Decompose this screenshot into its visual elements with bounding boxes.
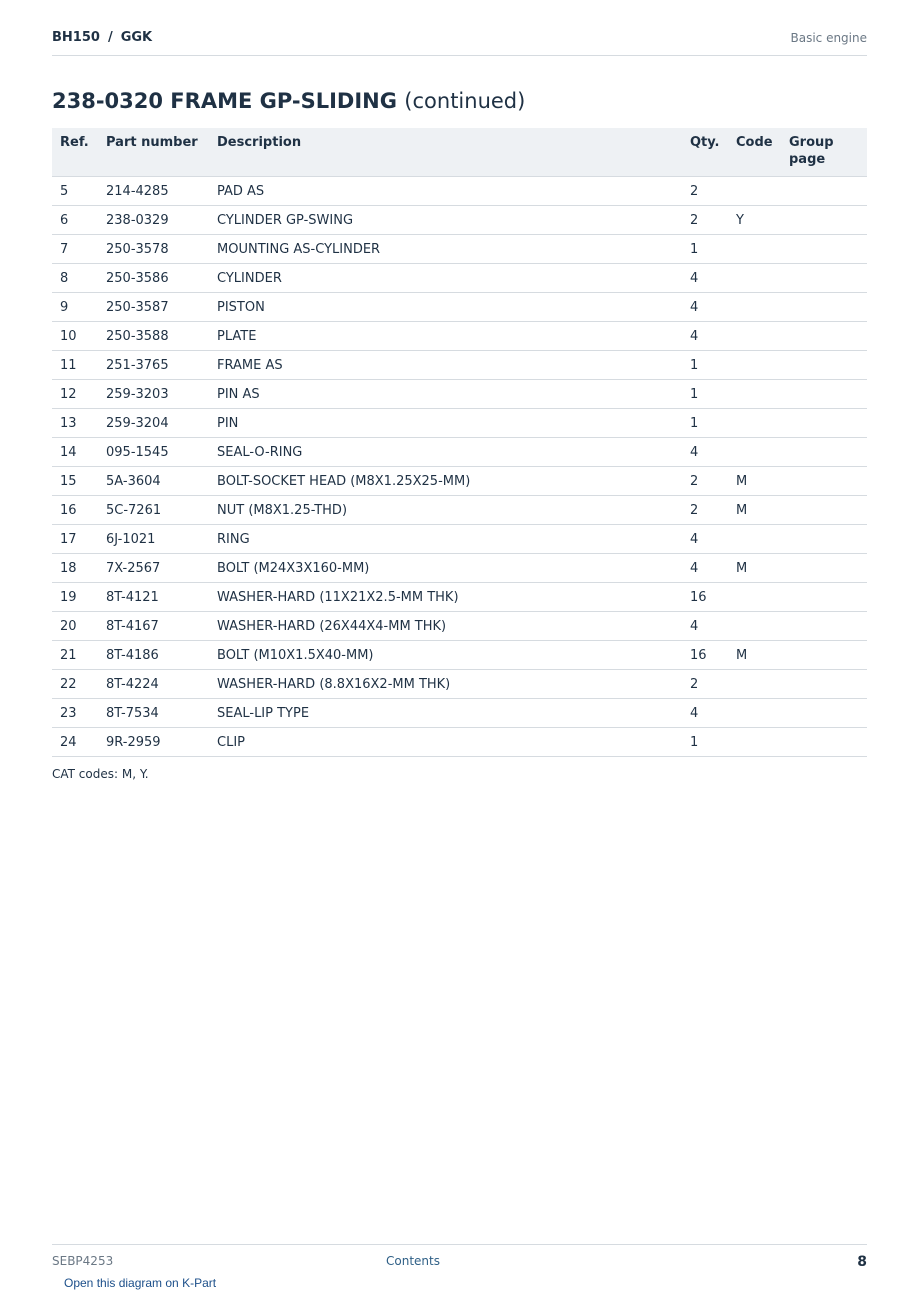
cell-part-number: 250-3588	[98, 322, 209, 351]
table-row	[52, 235, 867, 264]
cell-description: BOLT-SOCKET HEAD (M8X1.25X25-MM)	[209, 467, 682, 496]
cell-code: M	[728, 554, 781, 583]
cell-qty: 1	[682, 728, 728, 757]
cell-description: FRAME AS	[209, 351, 682, 380]
cell-description: BOLT (M10X1.5X40-MM)	[209, 641, 682, 670]
cell-code	[728, 409, 781, 438]
cell-group-page	[781, 496, 867, 525]
cell-description: PISTON	[209, 293, 682, 322]
page-number: 8	[857, 1254, 867, 1270]
cell-ref: 7	[52, 235, 98, 264]
table-row	[52, 612, 867, 641]
cell-code	[728, 525, 781, 554]
cell-group-page	[781, 670, 867, 699]
cell-part-number: 9R-2959	[98, 728, 209, 757]
table-row	[52, 525, 867, 554]
contents-link[interactable]: Contents	[386, 1254, 440, 1268]
cell-group-page	[781, 525, 867, 554]
cell-qty: 2	[682, 467, 728, 496]
cell-ref: 6	[52, 206, 98, 235]
parts-table-body	[52, 177, 867, 757]
cell-description: CYLINDER	[209, 264, 682, 293]
table-row	[52, 409, 867, 438]
cell-part-number: 095-1545	[98, 438, 209, 467]
cell-group-page	[781, 641, 867, 670]
cell-part-number: 7X-2567	[98, 554, 209, 583]
cell-code	[728, 380, 781, 409]
cell-qty: 1	[682, 351, 728, 380]
cell-part-number: 5A-3604	[98, 467, 209, 496]
table-row	[52, 438, 867, 467]
header-row	[52, 128, 867, 177]
cell-qty: 4	[682, 612, 728, 641]
cell-description: PAD AS	[209, 177, 682, 206]
cell-qty: 2	[682, 177, 728, 206]
cell-qty: 4	[682, 438, 728, 467]
cell-group-page	[781, 554, 867, 583]
cell-part-number: 214-4285	[98, 177, 209, 206]
cell-group-page	[781, 235, 867, 264]
cell-group-page	[781, 264, 867, 293]
cell-ref: 13	[52, 409, 98, 438]
cell-qty: 2	[682, 496, 728, 525]
cell-part-number: 8T-4167	[98, 612, 209, 641]
cell-code	[728, 583, 781, 612]
table-row	[52, 467, 867, 496]
cell-description: SEAL-LIP TYPE	[209, 699, 682, 728]
table-row	[52, 177, 867, 206]
cell-group-page	[781, 583, 867, 612]
column-header-ref: Ref.	[52, 128, 98, 177]
cell-qty: 1	[682, 409, 728, 438]
cell-code	[728, 699, 781, 728]
cell-part-number: 250-3587	[98, 293, 209, 322]
page-title-main: 238-0320 FRAME GP-SLIDING	[52, 89, 397, 113]
open-kpart-link[interactable]: Open this diagram on K-Part	[64, 1276, 217, 1290]
breadcrumb-separator: /	[107, 30, 113, 45]
cell-ref: 23	[52, 699, 98, 728]
cell-ref: 11	[52, 351, 98, 380]
cell-qty: 4	[682, 699, 728, 728]
page-footer	[52, 1244, 867, 1275]
cell-ref: 19	[52, 583, 98, 612]
cell-code: Y	[728, 206, 781, 235]
cell-group-page	[781, 438, 867, 467]
table-row	[52, 351, 867, 380]
cell-code	[728, 438, 781, 467]
cell-qty: 4	[682, 293, 728, 322]
cell-code	[728, 264, 781, 293]
cell-code: M	[728, 467, 781, 496]
cell-ref: 10	[52, 322, 98, 351]
cell-qty: 2	[682, 206, 728, 235]
breadcrumb-model: BH150	[52, 30, 100, 45]
table-row	[52, 554, 867, 583]
page-title	[52, 89, 525, 113]
cell-qty: 2	[682, 670, 728, 699]
cell-code	[728, 670, 781, 699]
cell-group-page	[781, 322, 867, 351]
table-row	[52, 206, 867, 235]
cell-group-page	[781, 206, 867, 235]
cell-group-page	[781, 177, 867, 206]
cell-description: WASHER-HARD (26X44X4-MM THK)	[209, 612, 682, 641]
cell-qty: 4	[682, 264, 728, 293]
cell-ref: 18	[52, 554, 98, 583]
cell-part-number: 6J-1021	[98, 525, 209, 554]
table-row	[52, 293, 867, 322]
cell-description: PLATE	[209, 322, 682, 351]
cell-description: BOLT (M24X3X160-MM)	[209, 554, 682, 583]
cell-code	[728, 235, 781, 264]
cell-ref: 8	[52, 264, 98, 293]
column-header-part-number: Part number	[98, 128, 209, 177]
cell-qty: 16	[682, 583, 728, 612]
cell-ref: 5	[52, 177, 98, 206]
cell-code	[728, 728, 781, 757]
cell-ref: 15	[52, 467, 98, 496]
column-header-qty: Qty.	[682, 128, 728, 177]
cell-code	[728, 612, 781, 641]
table-row	[52, 496, 867, 525]
page-header	[52, 28, 867, 56]
cell-description: WASHER-HARD (11X21X2.5-MM THK)	[209, 583, 682, 612]
cell-part-number: 238-0329	[98, 206, 209, 235]
cell-part-number: 259-3203	[98, 380, 209, 409]
cell-group-page	[781, 351, 867, 380]
cell-description: CLIP	[209, 728, 682, 757]
column-header-description: Description	[209, 128, 682, 177]
cell-code	[728, 293, 781, 322]
cell-ref: 14	[52, 438, 98, 467]
cell-part-number: 251-3765	[98, 351, 209, 380]
breadcrumb	[52, 30, 152, 45]
cell-qty: 4	[682, 554, 728, 583]
cell-description: CYLINDER GP-SWING	[209, 206, 682, 235]
cell-group-page	[781, 409, 867, 438]
cell-code	[728, 177, 781, 206]
table-row	[52, 728, 867, 757]
cat-codes-note: CAT codes: M, Y.	[52, 767, 149, 781]
cell-group-page	[781, 699, 867, 728]
cell-group-page	[781, 293, 867, 322]
table-row	[52, 641, 867, 670]
cell-ref: 22	[52, 670, 98, 699]
cell-code: M	[728, 496, 781, 525]
cell-part-number: 259-3204	[98, 409, 209, 438]
cell-description: PIN	[209, 409, 682, 438]
cell-description: PIN AS	[209, 380, 682, 409]
cell-description: MOUNTING AS-CYLINDER	[209, 235, 682, 264]
cell-code	[728, 351, 781, 380]
cell-ref: 24	[52, 728, 98, 757]
table-row	[52, 583, 867, 612]
cell-description: RING	[209, 525, 682, 554]
cell-part-number: 250-3578	[98, 235, 209, 264]
section-label: Basic engine	[790, 31, 867, 45]
cell-qty: 4	[682, 525, 728, 554]
cell-part-number: 250-3586	[98, 264, 209, 293]
parts-table-header	[52, 128, 867, 177]
cell-part-number: 8T-7534	[98, 699, 209, 728]
table-row	[52, 699, 867, 728]
cell-qty: 4	[682, 322, 728, 351]
cell-code: M	[728, 641, 781, 670]
table-row	[52, 264, 867, 293]
cell-ref: 9	[52, 293, 98, 322]
cell-ref: 12	[52, 380, 98, 409]
cell-part-number: 8T-4121	[98, 583, 209, 612]
cell-part-number: 5C-7261	[98, 496, 209, 525]
cell-qty: 1	[682, 235, 728, 264]
cell-part-number: 8T-4224	[98, 670, 209, 699]
cell-qty: 1	[682, 380, 728, 409]
cell-description: NUT (M8X1.25-THD)	[209, 496, 682, 525]
table-row	[52, 322, 867, 351]
table-row	[52, 670, 867, 699]
cell-qty: 16	[682, 641, 728, 670]
table-row	[52, 380, 867, 409]
cell-group-page	[781, 380, 867, 409]
cell-ref: 16	[52, 496, 98, 525]
page-title-suffix: (continued)	[404, 89, 526, 113]
cell-ref: 17	[52, 525, 98, 554]
cell-ref: 20	[52, 612, 98, 641]
cell-description: WASHER-HARD (8.8X16X2-MM THK)	[209, 670, 682, 699]
column-header-code: Code	[728, 128, 781, 177]
cell-description: SEAL-O-RING	[209, 438, 682, 467]
document-id: SEBP4253	[52, 1254, 114, 1268]
cell-part-number: 8T-4186	[98, 641, 209, 670]
breadcrumb-variant: GGK	[120, 30, 153, 45]
cell-code	[728, 322, 781, 351]
parts-table	[52, 128, 867, 757]
cell-ref: 21	[52, 641, 98, 670]
cell-group-page	[781, 728, 867, 757]
column-header-group-page: Group page	[781, 128, 867, 177]
cell-group-page	[781, 467, 867, 496]
cell-group-page	[781, 612, 867, 641]
